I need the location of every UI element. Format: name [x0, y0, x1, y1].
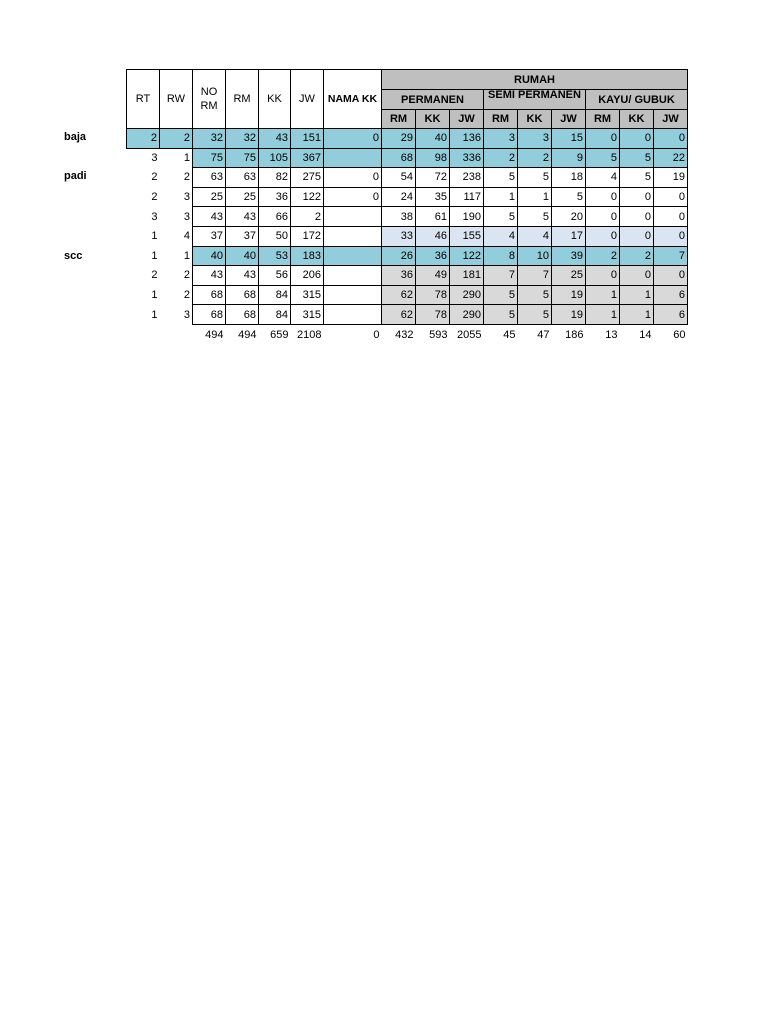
- table-cell: 2: [291, 207, 324, 227]
- table-cell: 3: [183, 191, 190, 204]
- table-cell: 0: [324, 129, 382, 149]
- subheader-kk: KK: [518, 110, 552, 129]
- table-cell: 40: [416, 129, 450, 149]
- table-cell: 1: [484, 187, 518, 207]
- table-row: [127, 187, 688, 207]
- table-cell: 5: [586, 148, 620, 168]
- total-cell: 186: [565, 328, 584, 341]
- table-cell: 2: [127, 129, 160, 149]
- table-cell: 36: [259, 187, 291, 207]
- table-cell: 29: [382, 129, 416, 149]
- total-cell: 2108: [297, 328, 322, 341]
- table-cell: 37: [226, 226, 259, 246]
- table-cell: 0: [654, 129, 688, 149]
- table-cell: 1: [183, 249, 190, 262]
- total-cell: 0: [373, 328, 380, 341]
- table-cell: 183: [291, 246, 324, 266]
- table-cell: 68: [382, 148, 416, 168]
- header-rw: RW: [160, 70, 193, 129]
- table-cell: 53: [259, 246, 291, 266]
- table-cell: 5: [484, 305, 518, 325]
- table-cell: 35: [416, 187, 450, 207]
- table-cell: 17: [552, 226, 586, 246]
- table-cell: 82: [259, 168, 291, 188]
- table-cell: 75: [193, 148, 226, 168]
- table-cell: 19: [552, 305, 586, 325]
- table-cell: 2: [484, 148, 518, 168]
- table-cell: 0: [586, 266, 620, 286]
- subheader-rm: RM: [382, 110, 416, 129]
- table-cell: 5: [484, 207, 518, 227]
- subheader-jw: JW: [654, 110, 688, 129]
- table-row: [127, 246, 688, 266]
- table-cell: 75: [226, 148, 259, 168]
- table-cell: 43: [193, 207, 226, 227]
- table-cell: 3: [183, 210, 190, 223]
- table-cell: 2: [183, 269, 190, 282]
- header-rt: RT: [127, 70, 160, 129]
- table-cell: 39: [552, 246, 586, 266]
- table-cell: 5: [518, 305, 552, 325]
- table-cell: 1: [518, 187, 552, 207]
- table-cell: 0: [654, 226, 688, 246]
- table-cell: 336: [450, 148, 484, 168]
- header-nama-kk: NAMA KK: [324, 70, 382, 129]
- table-cell: 43: [226, 266, 259, 286]
- table-cell: 98: [416, 148, 450, 168]
- total-cell: 659: [270, 328, 289, 341]
- table-cell: 3: [183, 308, 190, 321]
- table-cell: 0: [586, 226, 620, 246]
- table-cell: 7: [654, 246, 688, 266]
- table-cell: 68: [226, 305, 259, 325]
- table-cell: 1: [151, 308, 158, 321]
- table-cell: 0: [620, 226, 654, 246]
- table-cell: 151: [291, 129, 324, 149]
- table-cell: [324, 246, 382, 266]
- table-cell: 2: [160, 129, 193, 149]
- table-cell: 22: [654, 148, 688, 168]
- table-cell: 24: [382, 187, 416, 207]
- table-cell: 1: [586, 285, 620, 305]
- table-cell: 5: [518, 285, 552, 305]
- table-cell: 190: [450, 207, 484, 227]
- table-cell: 367: [291, 148, 324, 168]
- table-cell: 72: [416, 168, 450, 188]
- table-cell: 181: [450, 266, 484, 286]
- table-cell: 122: [291, 187, 324, 207]
- total-cell: 45: [503, 328, 516, 341]
- table-cell: 238: [450, 168, 484, 188]
- table-cell: 0: [654, 187, 688, 207]
- total-cell: 60: [673, 328, 686, 341]
- table-cell: 6: [654, 305, 688, 325]
- table-cell: 84: [259, 285, 291, 305]
- table-cell: 2: [151, 191, 158, 204]
- table-cell: 8: [484, 246, 518, 266]
- table-row: [127, 266, 688, 286]
- table-cell: 15: [552, 129, 586, 149]
- table-cell: 1: [151, 230, 158, 243]
- table-cell: 2: [518, 148, 552, 168]
- totals-row: [127, 324, 688, 344]
- total-cell: 432: [395, 328, 414, 341]
- table-cell: 1: [586, 305, 620, 325]
- table-cell: 0: [620, 129, 654, 149]
- table-cell: 0: [586, 187, 620, 207]
- table-cell: 4: [586, 168, 620, 188]
- table-cell: 2: [183, 289, 190, 302]
- table-cell: 36: [416, 246, 450, 266]
- table-cell: 2: [183, 171, 190, 184]
- table-cell: 290: [450, 305, 484, 325]
- table-cell: 5: [620, 168, 654, 188]
- header-jw: JW: [291, 70, 324, 129]
- table-cell: 63: [226, 168, 259, 188]
- subheader-kk: KK: [416, 110, 450, 129]
- table-cell: 2: [620, 246, 654, 266]
- table-row: [127, 168, 688, 188]
- table-cell: 40: [193, 246, 226, 266]
- header-kayu-gubuk: KAYU/ GUBUK: [586, 90, 688, 110]
- table-cell: 0: [620, 187, 654, 207]
- table-cell: 54: [382, 168, 416, 188]
- table-cell: 50: [259, 226, 291, 246]
- header-rm: RM: [226, 70, 259, 129]
- table-cell: 25: [226, 187, 259, 207]
- total-cell: 47: [537, 328, 550, 341]
- table-cell: 1: [151, 249, 158, 262]
- header-rumah: RUMAH: [382, 70, 688, 90]
- table-cell: 0: [654, 207, 688, 227]
- table-cell: 20: [552, 207, 586, 227]
- total-cell: 494: [238, 328, 257, 341]
- table-cell: 5: [518, 168, 552, 188]
- table-cell: 7: [484, 266, 518, 286]
- subheader-kk: KK: [620, 110, 654, 129]
- table-cell: 3: [518, 129, 552, 149]
- table-cell: 117: [450, 187, 484, 207]
- table-cell: 0: [620, 266, 654, 286]
- table-cell: 136: [450, 129, 484, 149]
- table-cell: 5: [484, 285, 518, 305]
- table-cell: 43: [226, 207, 259, 227]
- row-label-padi: padi: [64, 170, 87, 182]
- table-cell: 315: [291, 285, 324, 305]
- table-cell: 206: [291, 266, 324, 286]
- table-cell: 2: [151, 269, 158, 282]
- table-cell: 155: [450, 226, 484, 246]
- table-row: [127, 285, 688, 305]
- table-cell: 68: [193, 285, 226, 305]
- table-cell: 40: [226, 246, 259, 266]
- header-kk: KK: [259, 70, 291, 129]
- table-cell: 43: [259, 129, 291, 149]
- table-row: [127, 226, 688, 246]
- table-cell: 25: [552, 266, 586, 286]
- total-cell: [127, 324, 160, 344]
- table-cell: 32: [226, 129, 259, 149]
- table-cell: 315: [291, 305, 324, 325]
- table-cell: 172: [291, 226, 324, 246]
- data-table: [126, 69, 688, 344]
- header-permanen: PERMANEN: [382, 90, 484, 110]
- table-cell: 18: [552, 168, 586, 188]
- total-cell: 494: [205, 328, 224, 341]
- table-cell: [324, 266, 382, 286]
- table-cell: 84: [259, 305, 291, 325]
- table-row: [127, 207, 688, 227]
- table-cell: 0: [586, 129, 620, 149]
- table-cell: 49: [416, 266, 450, 286]
- table-cell: 4: [484, 226, 518, 246]
- total-cell: [160, 324, 193, 344]
- subheader-jw: JW: [552, 110, 586, 129]
- subheader-jw: JW: [450, 110, 484, 129]
- table-cell: [324, 285, 382, 305]
- table-cell: 19: [654, 168, 688, 188]
- table-cell: 3: [151, 152, 158, 165]
- table-cell: 25: [193, 187, 226, 207]
- table-cell: 38: [382, 207, 416, 227]
- table-cell: 46: [416, 226, 450, 246]
- table-cell: 19: [552, 285, 586, 305]
- table-cell: 122: [450, 246, 484, 266]
- table-cell: 3: [484, 129, 518, 149]
- table-cell: 4: [183, 230, 190, 243]
- table-cell: 78: [416, 305, 450, 325]
- table-cell: [324, 305, 382, 325]
- table-cell: 26: [382, 246, 416, 266]
- table-row: [127, 148, 688, 168]
- table-cell: 68: [226, 285, 259, 305]
- table-cell: 62: [382, 285, 416, 305]
- table-cell: 5: [518, 207, 552, 227]
- table-cell: 0: [586, 207, 620, 227]
- total-cell: 13: [605, 328, 618, 341]
- table-cell: 1: [620, 285, 654, 305]
- table-cell: 10: [518, 246, 552, 266]
- table-cell: 0: [620, 207, 654, 227]
- table-cell: 68: [193, 305, 226, 325]
- header-semi-permanen: SEMI PERMANEN: [484, 90, 586, 110]
- total-cell: 14: [639, 328, 652, 341]
- table-cell: 66: [259, 207, 291, 227]
- table-cell: 4: [518, 226, 552, 246]
- table-cell: 36: [382, 266, 416, 286]
- table-cell: 1: [620, 305, 654, 325]
- table-cell: 63: [193, 168, 226, 188]
- table-cell: [324, 207, 382, 227]
- table-cell: 32: [193, 129, 226, 149]
- table-cell: 5: [552, 187, 586, 207]
- table-cell: 3: [151, 210, 158, 223]
- table-cell: 62: [382, 305, 416, 325]
- subheader-rm: RM: [586, 110, 620, 129]
- table-row: [127, 129, 688, 149]
- subheader-rm: RM: [484, 110, 518, 129]
- table-cell: 61: [416, 207, 450, 227]
- table-cell: 78: [416, 285, 450, 305]
- table-cell: 290: [450, 285, 484, 305]
- table-cell: 5: [620, 148, 654, 168]
- table-cell: 37: [193, 226, 226, 246]
- row-label-baja: baja: [64, 131, 87, 143]
- table-cell: 6: [654, 285, 688, 305]
- table-cell: 9: [552, 148, 586, 168]
- row-label-scc: scc: [64, 250, 83, 262]
- table-cell: 5: [484, 168, 518, 188]
- table-cell: 0: [654, 266, 688, 286]
- table-cell: 2: [586, 246, 620, 266]
- table-cell: 43: [193, 266, 226, 286]
- table-cell: 0: [324, 168, 382, 188]
- table-row: [127, 305, 688, 325]
- header-no-rm: NO RM: [193, 70, 226, 129]
- table-cell: 1: [183, 152, 190, 165]
- table-cell: 275: [291, 168, 324, 188]
- table-cell: 33: [382, 226, 416, 246]
- table-cell: 1: [151, 289, 158, 302]
- table-cell: [324, 148, 382, 168]
- table-cell: 7: [518, 266, 552, 286]
- table-cell: [324, 226, 382, 246]
- total-cell: 593: [429, 328, 448, 341]
- table-cell: 56: [259, 266, 291, 286]
- table-cell: 0: [324, 187, 382, 207]
- table-cell: 105: [259, 148, 291, 168]
- table-cell: 2: [151, 171, 158, 184]
- total-cell: 2055: [457, 328, 482, 341]
